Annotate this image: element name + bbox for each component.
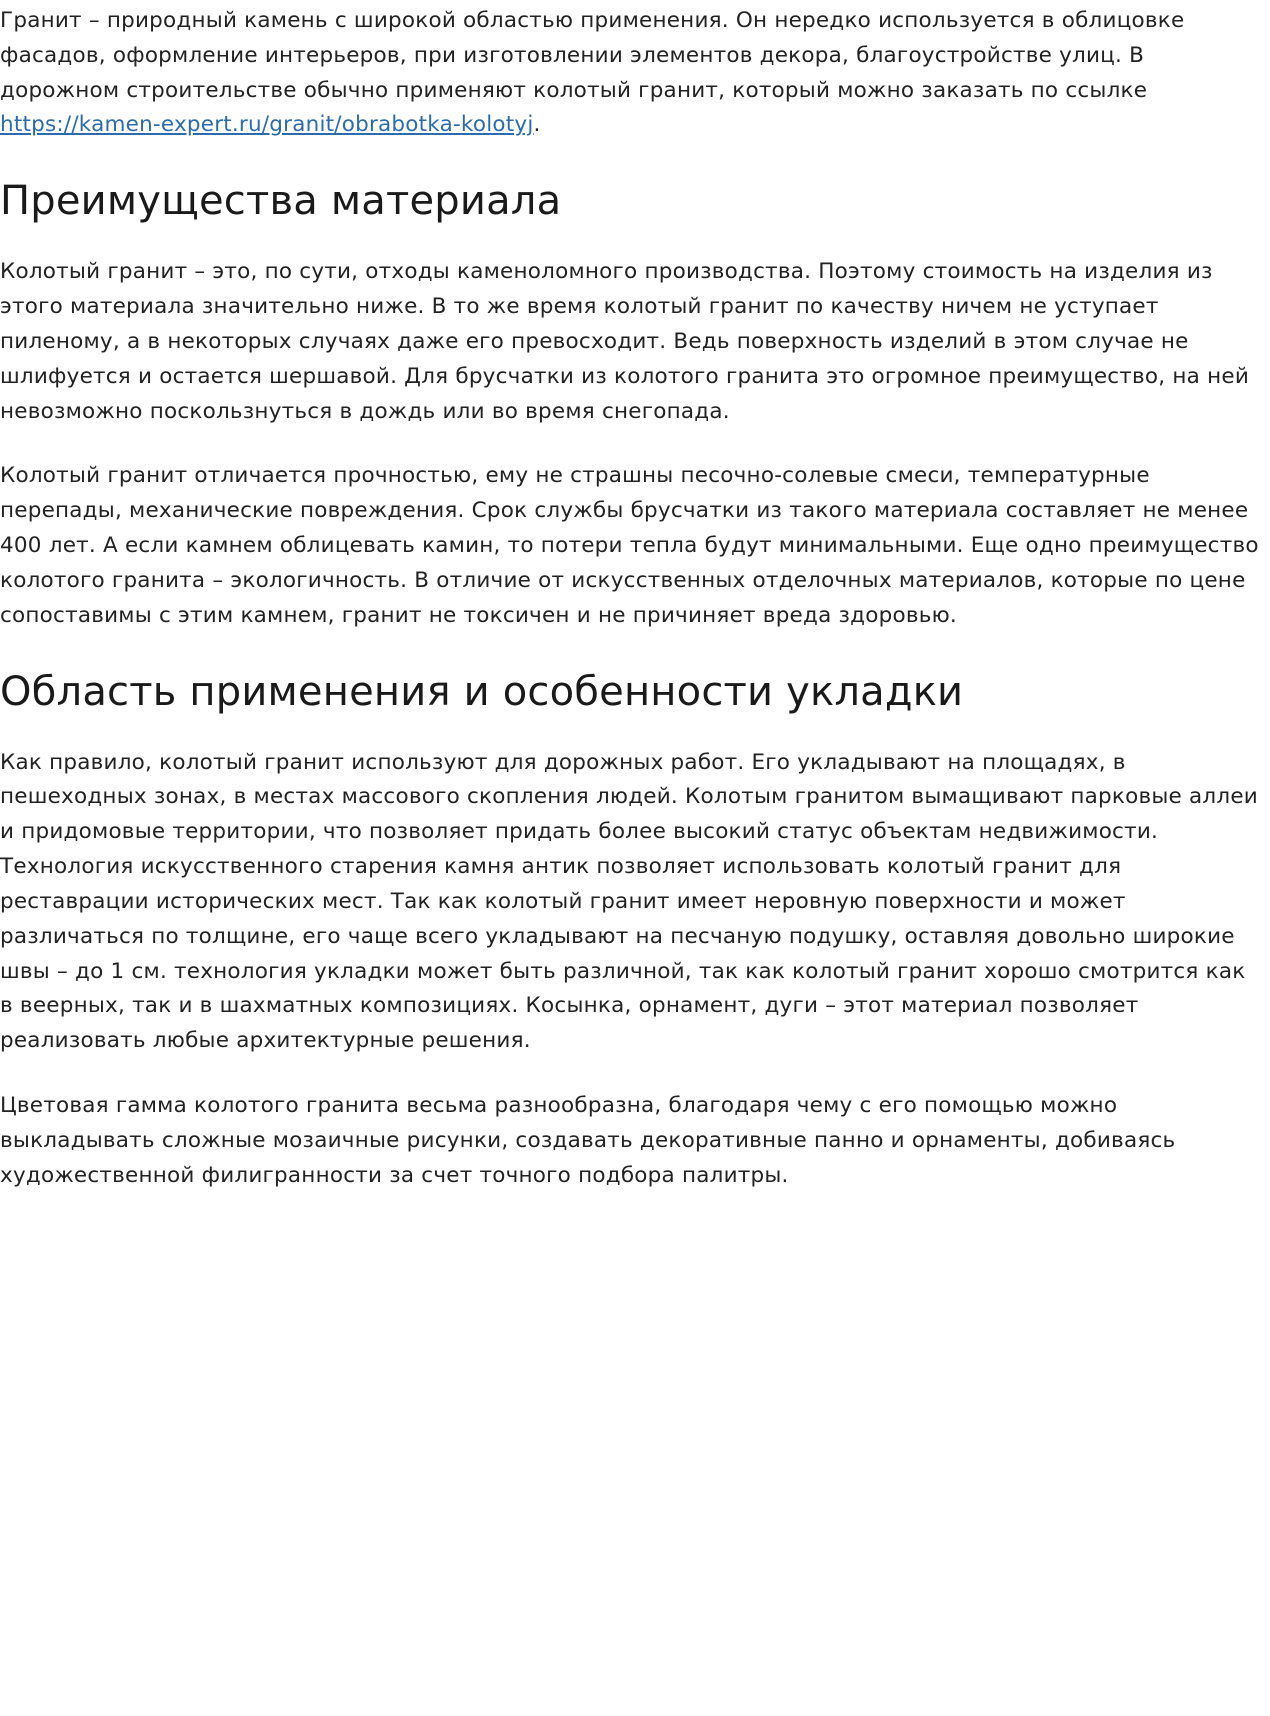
application-paragraph-2: Цветовая гамма колотого гранита весьма разнообразна, благодаря чему с его помощью можно выкладывать сложные мозаичные рисунки, создавать декоративные панно и орнаменты, добиваясь художественной филигранности за счет точного подбора палитры. <box>0 1093 1176 1188</box>
intro-paragraph <box>0 4 1260 143</box>
intro-text-after-link: . <box>533 112 541 138</box>
advantages-paragraph-2: Колотый гранит отличается прочностью, ему не страшны песочно-солевые смеси, температурные перепады, механические повреждения. Срок службы брусчатки из такого материала составляет не менее 400 лет. А если камнем облицевать камин, то потери тепла будут минимальными. Еще одно преимущество колотого гранита – экологичность. В отличие от искусственных отделочных материалов, которые по цене сопоставимы с этим камнем, гранит не токсичен и не причиняет вреда здоровью. <box>0 463 1259 628</box>
heading-application: Область применения и особенности укладки <box>0 668 964 715</box>
intro-text-before-link: Гранит – природный камень с широкой областью применения. Он нередко используется в облицовке фасадов, оформление интерьеров, при изготовлении элементов декора, благоустройстве улиц. В дорожном строительстве обычно применяют колотый гранит, который можно заказать по ссылке <box>0 8 1185 103</box>
heading-advantages: Преимущества материала <box>0 178 562 225</box>
application-paragraph-1: Как правило, колотый гранит используют для дорожных работ. Его укладывают на площадях, в пешеходных зонах, в местах массового скопления людей. Колотым гранитом вымащивают парковые аллеи и придомовые территории, что позволяет придать более высокий статус объектам недвижимости. Технология искусственного старения камня антик позволяет использовать колотый гранит для реставрации исторических мест. Так как колотый гранит имеет неровную поверхности и может различаться по толщине, его чаще всего укладывают на песчаную подушку, оставляя довольно широкие швы – до 1 см. технология укладки может быть различной, так как колотый гранит хорошо смотрится как в веерных, так и в шахматных композициях. Косынка, орнамент, дуги – этот материал позволяет реализовать любые архитектурные решения. <box>0 749 1258 1054</box>
advantages-paragraph-1: Колотый гранит – это, по сути, отходы каменоломного производства. Поэтому стоимость на изделия из этого материала значительно ниже. В то же время колотый гранит по качеству ничем не уступает пиленому, а в некоторых случаях даже его превосходит. Ведь поверхность изделий в этом случае не шлифуется и остается шершавой. Для брусчатки из колотого гранита это огромное преимущество, на ней невозможно поскользнуться в дождь или во время снегопада. <box>0 259 1250 424</box>
granite-product-link[interactable]: https://kamen-expert.ru/granit/obrabotka-kolotyj <box>0 112 534 138</box>
article-page <box>0 4 1270 1194</box>
